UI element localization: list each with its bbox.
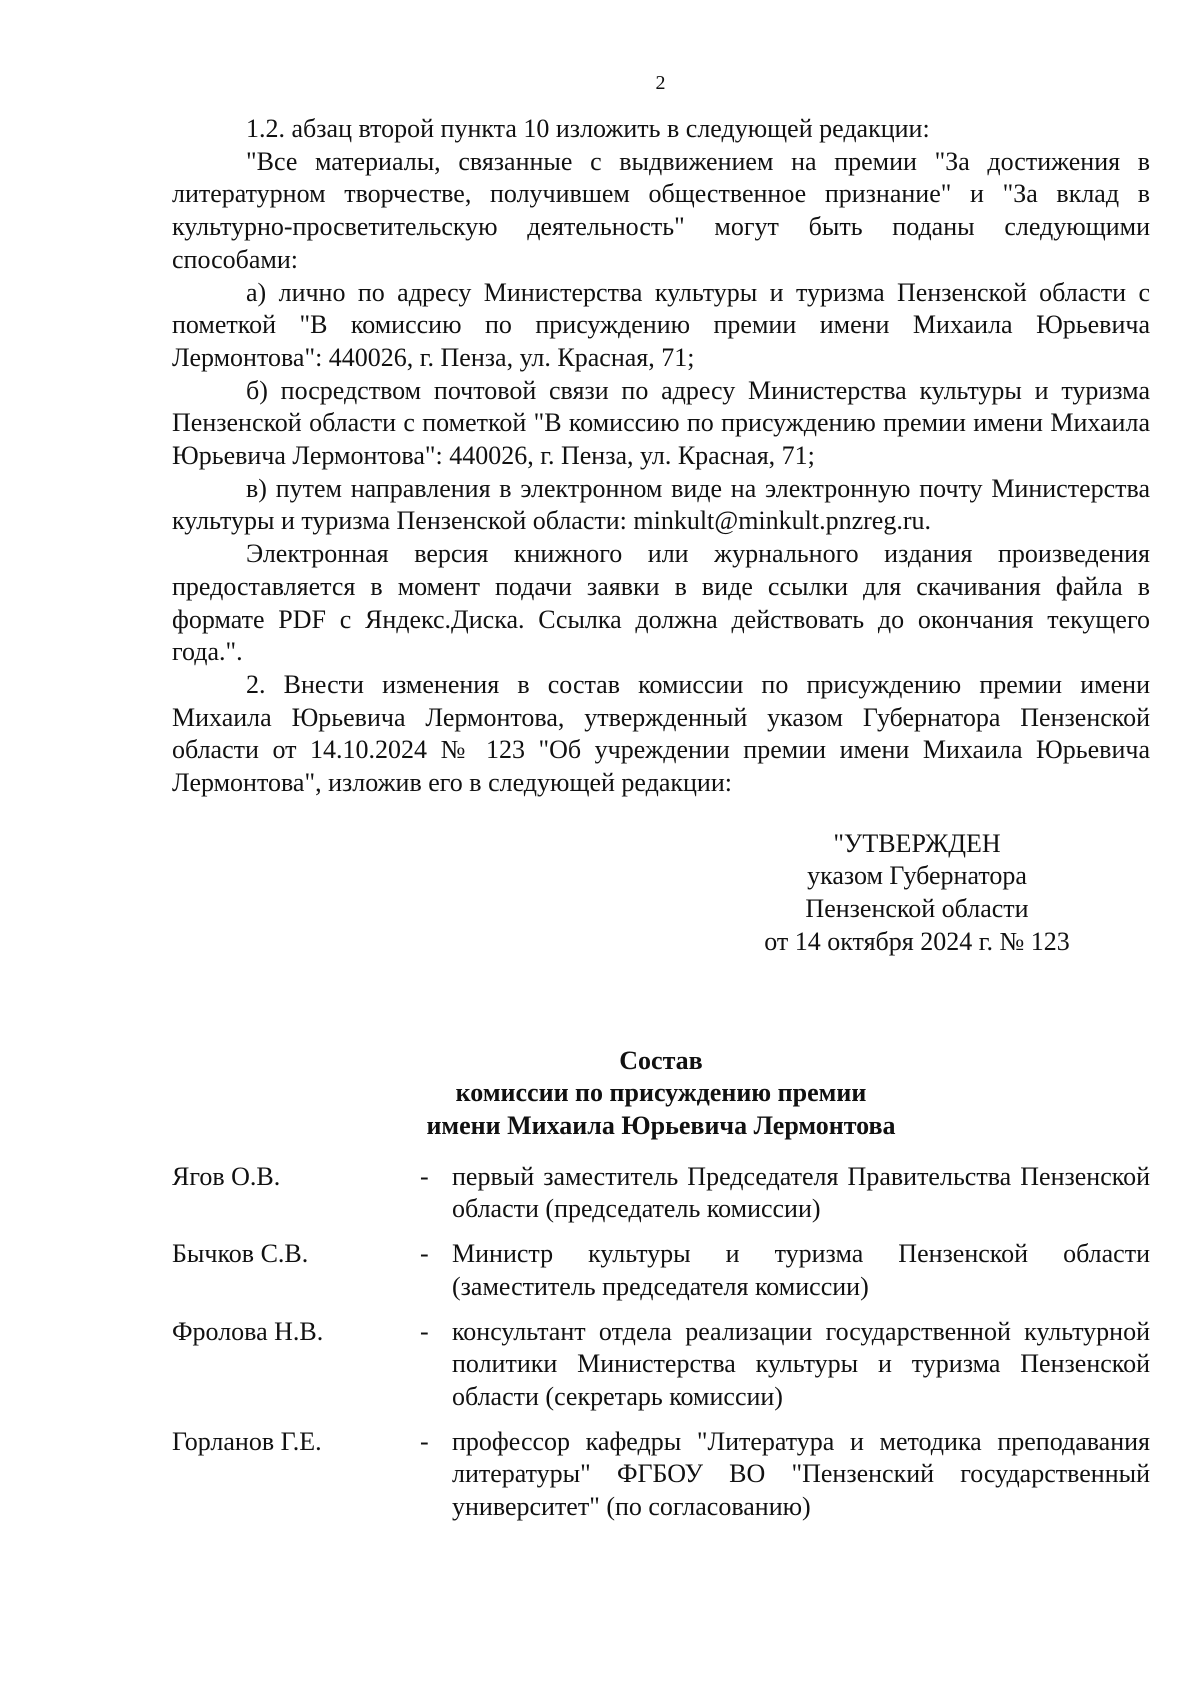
member-row [172, 1316, 1150, 1414]
page-number: 2 [655, 72, 666, 94]
commission-title [172, 1045, 1150, 1143]
document-body [172, 113, 1150, 1536]
member-role: первый заместитель Председателя Правительства Пензенской области (председатель комиссии) [452, 1161, 1150, 1224]
approval-line-1: "УТВЕРЖДЕН [833, 828, 1001, 858]
paragraph-option-a: а) лично по адресу Министерства культуры и туризма Пензенской области с пометкой "В комиссию по присуждению премии имени Михаила Юрьевича Лермонтова": 440026, г. Пенза, ул. Красная, 71; [172, 277, 1150, 372]
member-dash: - [420, 1426, 429, 1456]
approval-line-4: от 14 октября 2024 г. № 123 [764, 926, 1070, 956]
paragraph-1-2-heading: 1.2. абзац второй пункта 10 изложить в следующей редакции: [246, 114, 930, 143]
member-dash: - [420, 1316, 429, 1346]
title-line-1: Состав [619, 1045, 703, 1075]
paragraph-option-v: в) путем направления в электронном виде на электронную почту Министерства культуры и туризма Пензенской области: minkult@minkult.pnzreg.ru. [172, 473, 1150, 536]
paragraph-electronic-version: Электронная версия книжного или журнального издания произведения предоставляется в момент подачи заявки в виде ссылки для скачивания файла в формате PDF с Яндекс.Диска. Ссылка должна действовать до окончания текущего года.". [172, 539, 1150, 667]
paragraph-option-b: б) посредством почтовой связи по адресу Министерства культуры и туризма Пензенской области с пометкой "В комиссию по присуждению премии имени Михаила Юрьевича Лермонтова": 440026, г. Пенза, ул. Красная, 71; [172, 375, 1150, 471]
member-name: Бычков С.В. [172, 1239, 309, 1269]
title-line-2: комиссии по присуждению премии [455, 1078, 867, 1108]
member-row [172, 1426, 1150, 1524]
title-line-3: имени Михаила Юрьевича Лермонтова [426, 1110, 896, 1140]
member-row [172, 1238, 1150, 1303]
approval-line-3: Пензенской области [805, 894, 1029, 924]
paragraph-materials: "Все материалы, связанные с выдвижением на премии "За достижения в литературном творчестве, получившем общественное признание" и "За вклад в культурно-просветительскую деятельность" могут быть поданы следующими способами: [172, 146, 1150, 274]
member-name: Фролова Н.В. [172, 1316, 324, 1346]
paragraph-item-2: 2. Внести изменения в состав комиссии по присуждению премии имени Михаила Юрьевича Лермонтова, утвержденный указом Губернатора Пензенской области от 14.10.2024 № 123 "Об учреждении премии имени Михаила Юрьевича Лермонтова", изложив его в следующей редакции: [172, 669, 1150, 798]
member-dash: - [420, 1161, 429, 1191]
member-role: консультант отдела реализации государственной культурной политики Министерства культуры и туризма Пензенской области (секретарь комиссии) [452, 1316, 1150, 1411]
approval-line-2: указом Губернатора [807, 861, 1027, 891]
member-name: Ягов О.В. [172, 1161, 281, 1191]
approval-block [707, 828, 1127, 959]
member-role: профессор кафедры "Литература и методика преподавания литературы" ФГБОУ ВО "Пензенский государственный университет" (по согласованию) [452, 1426, 1150, 1522]
member-row [172, 1161, 1150, 1226]
member-name: Горланов Г.Е. [172, 1426, 322, 1456]
member-role: Министр культуры и туризма Пензенской области (заместитель председателя комиссии) [452, 1239, 1150, 1301]
member-dash: - [420, 1239, 429, 1269]
commission-members-list [172, 1161, 1150, 1524]
